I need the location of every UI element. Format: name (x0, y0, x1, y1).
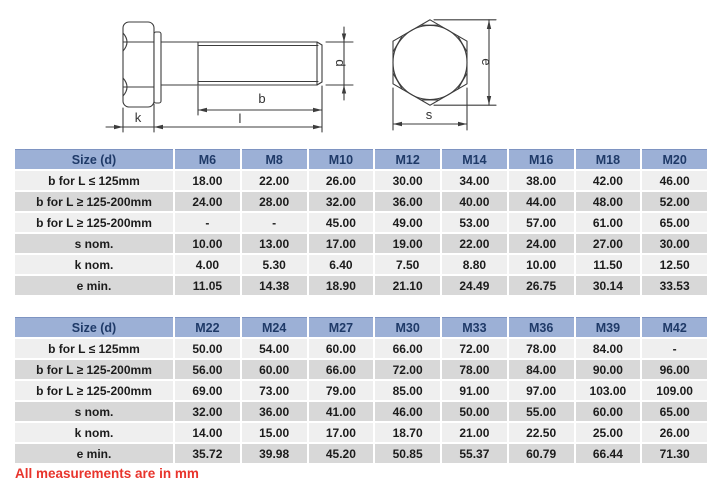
value-cell: 32.00 (309, 192, 374, 211)
value-cell: 33.53 (642, 276, 707, 295)
value-cell: 57.00 (509, 213, 574, 232)
row-label: b for L ≤ 125mm (15, 171, 173, 190)
value-cell: 28.00 (242, 192, 307, 211)
row-label: b for L ≤ 125mm (15, 339, 173, 358)
value-cell: 15.00 (242, 423, 307, 442)
value-cell: 53.00 (442, 213, 507, 232)
table-row (15, 234, 707, 253)
hex-end-view (393, 20, 496, 130)
value-cell: 30.00 (375, 171, 440, 190)
label-e: e (479, 58, 494, 66)
value-cell: - (175, 213, 240, 232)
value-cell: 32.00 (175, 402, 240, 421)
bolt-dimensions-table-m6-m20 (13, 147, 709, 297)
size-header-m42: M42 (642, 317, 707, 337)
value-cell: 10.00 (175, 234, 240, 253)
value-cell: 84.00 (576, 339, 641, 358)
table-row (15, 276, 707, 295)
value-cell: 17.00 (309, 423, 374, 442)
value-cell: 50.85 (375, 444, 440, 463)
value-cell: 7.50 (375, 255, 440, 274)
value-cell: 22.00 (442, 234, 507, 253)
value-cell: 46.00 (642, 171, 707, 190)
value-cell: 8.80 (442, 255, 507, 274)
table-row (15, 402, 707, 421)
value-cell: 18.70 (375, 423, 440, 442)
value-cell: 17.00 (309, 234, 374, 253)
table-row (15, 423, 707, 442)
row-label: b for L ≥ 125-200mm (15, 192, 173, 211)
table-row (15, 213, 707, 232)
value-cell: 97.00 (509, 381, 574, 400)
row-label: k nom. (15, 423, 173, 442)
size-header-m8: M8 (242, 149, 307, 169)
size-header-m24: M24 (242, 317, 307, 337)
value-cell: 27.00 (576, 234, 641, 253)
table-row (15, 381, 707, 400)
value-cell: 14.00 (175, 423, 240, 442)
table-row (15, 171, 707, 190)
label-s: s (425, 107, 433, 122)
value-cell: 11.05 (175, 276, 240, 295)
size-header-m27: M27 (309, 317, 374, 337)
header-row (15, 317, 707, 337)
value-cell: 109.00 (642, 381, 707, 400)
row-label: b for L ≥ 125-200mm (15, 381, 173, 400)
value-cell: 18.00 (175, 171, 240, 190)
row-label: e min. (15, 276, 173, 295)
value-cell: 52.00 (642, 192, 707, 211)
value-cell: 18.90 (309, 276, 374, 295)
label-l: l (238, 111, 242, 126)
row-label: s nom. (15, 234, 173, 253)
value-cell: 30.14 (576, 276, 641, 295)
value-cell: 61.00 (576, 213, 641, 232)
table-row (15, 360, 707, 379)
value-cell: 65.00 (642, 213, 707, 232)
value-cell: 60.00 (576, 402, 641, 421)
value-cell: 45.20 (309, 444, 374, 463)
value-cell: 22.00 (242, 171, 307, 190)
table-row (15, 192, 707, 211)
value-cell: 78.00 (442, 360, 507, 379)
value-cell: 50.00 (175, 339, 240, 358)
value-cell: 22.50 (509, 423, 574, 442)
size-header-m36: M36 (509, 317, 574, 337)
value-cell: 46.00 (375, 402, 440, 421)
hexagon-outline (393, 20, 467, 105)
value-cell: 69.00 (175, 381, 240, 400)
value-cell: 79.00 (309, 381, 374, 400)
row-label: k nom. (15, 255, 173, 274)
size-column-header: Size (d) (15, 149, 173, 169)
value-cell: 5.30 (242, 255, 307, 274)
technical-drawing (0, 0, 720, 145)
value-cell: 38.00 (509, 171, 574, 190)
size-header-m20: M20 (642, 149, 707, 169)
value-cell: 85.00 (375, 381, 440, 400)
value-cell: 71.30 (642, 444, 707, 463)
table-row (15, 339, 707, 358)
value-cell: 103.00 (576, 381, 641, 400)
value-cell: 55.00 (509, 402, 574, 421)
value-cell: 24.00 (175, 192, 240, 211)
value-cell: 55.37 (442, 444, 507, 463)
row-label: b for L ≥ 125-200mm (15, 213, 173, 232)
value-cell: 42.00 (576, 171, 641, 190)
row-label: e min. (15, 444, 173, 463)
header-row (15, 149, 707, 169)
value-cell: 65.00 (642, 402, 707, 421)
size-header-m6: M6 (175, 149, 240, 169)
value-cell: 26.75 (509, 276, 574, 295)
value-cell: 39.98 (242, 444, 307, 463)
value-cell: 49.00 (375, 213, 440, 232)
table-row (15, 444, 707, 463)
size-header-m18: M18 (576, 149, 641, 169)
value-cell: 19.00 (375, 234, 440, 253)
value-cell: 45.00 (309, 213, 374, 232)
label-d: d (333, 59, 348, 67)
value-cell: 41.00 (309, 402, 374, 421)
bolt-head (123, 22, 161, 107)
bolt-shank (161, 42, 322, 85)
size-column-header: Size (d) (15, 317, 173, 337)
size-header-m10: M10 (309, 149, 374, 169)
size-header-m12: M12 (375, 149, 440, 169)
size-header-m22: M22 (175, 317, 240, 337)
value-cell: 26.00 (642, 423, 707, 442)
value-cell: 24.00 (509, 234, 574, 253)
value-cell: 12.50 (642, 255, 707, 274)
value-cell: 48.00 (576, 192, 641, 211)
value-cell: 66.00 (309, 360, 374, 379)
value-cell: 36.00 (242, 402, 307, 421)
value-cell: 26.00 (309, 171, 374, 190)
value-cell: 36.00 (375, 192, 440, 211)
value-cell: 72.00 (442, 339, 507, 358)
value-cell: 72.00 (375, 360, 440, 379)
value-cell: 78.00 (509, 339, 574, 358)
value-cell: - (242, 213, 307, 232)
value-cell: 84.00 (509, 360, 574, 379)
value-cell: 60.00 (309, 339, 374, 358)
row-label: b for L ≥ 125-200mm (15, 360, 173, 379)
size-header-m30: M30 (375, 317, 440, 337)
value-cell: 24.49 (442, 276, 507, 295)
measurement-unit-note: All measurements are in mm (15, 466, 199, 481)
row-label: s nom. (15, 402, 173, 421)
value-cell: 11.50 (576, 255, 641, 274)
value-cell: 91.00 (442, 381, 507, 400)
value-cell: 60.00 (242, 360, 307, 379)
bolt-dimensions-table-m22-m42 (13, 315, 709, 465)
value-cell: 25.00 (576, 423, 641, 442)
value-cell: 35.72 (175, 444, 240, 463)
value-cell: 6.40 (309, 255, 374, 274)
value-cell: 50.00 (442, 402, 507, 421)
value-cell: 56.00 (175, 360, 240, 379)
size-header-m39: M39 (576, 317, 641, 337)
value-cell: 40.00 (442, 192, 507, 211)
value-cell: 30.00 (642, 234, 707, 253)
value-cell: 10.00 (509, 255, 574, 274)
label-k: k (134, 110, 142, 125)
size-header-m16: M16 (509, 149, 574, 169)
bolt-side-view (106, 22, 353, 132)
washer-face (154, 32, 161, 103)
value-cell: 66.00 (375, 339, 440, 358)
size-header-m14: M14 (442, 149, 507, 169)
value-cell: 44.00 (509, 192, 574, 211)
size-header-m33: M33 (442, 317, 507, 337)
value-cell: 66.44 (576, 444, 641, 463)
value-cell: 60.79 (509, 444, 574, 463)
value-cell: 96.00 (642, 360, 707, 379)
value-cell: 14.38 (242, 276, 307, 295)
value-cell: 73.00 (242, 381, 307, 400)
value-cell: 21.00 (442, 423, 507, 442)
value-cell: 54.00 (242, 339, 307, 358)
value-cell: - (642, 339, 707, 358)
value-cell: 13.00 (242, 234, 307, 253)
value-cell: 34.00 (442, 171, 507, 190)
value-cell: 21.10 (375, 276, 440, 295)
table-row (15, 255, 707, 274)
value-cell: 4.00 (175, 255, 240, 274)
value-cell: 90.00 (576, 360, 641, 379)
label-b: b (258, 91, 266, 106)
